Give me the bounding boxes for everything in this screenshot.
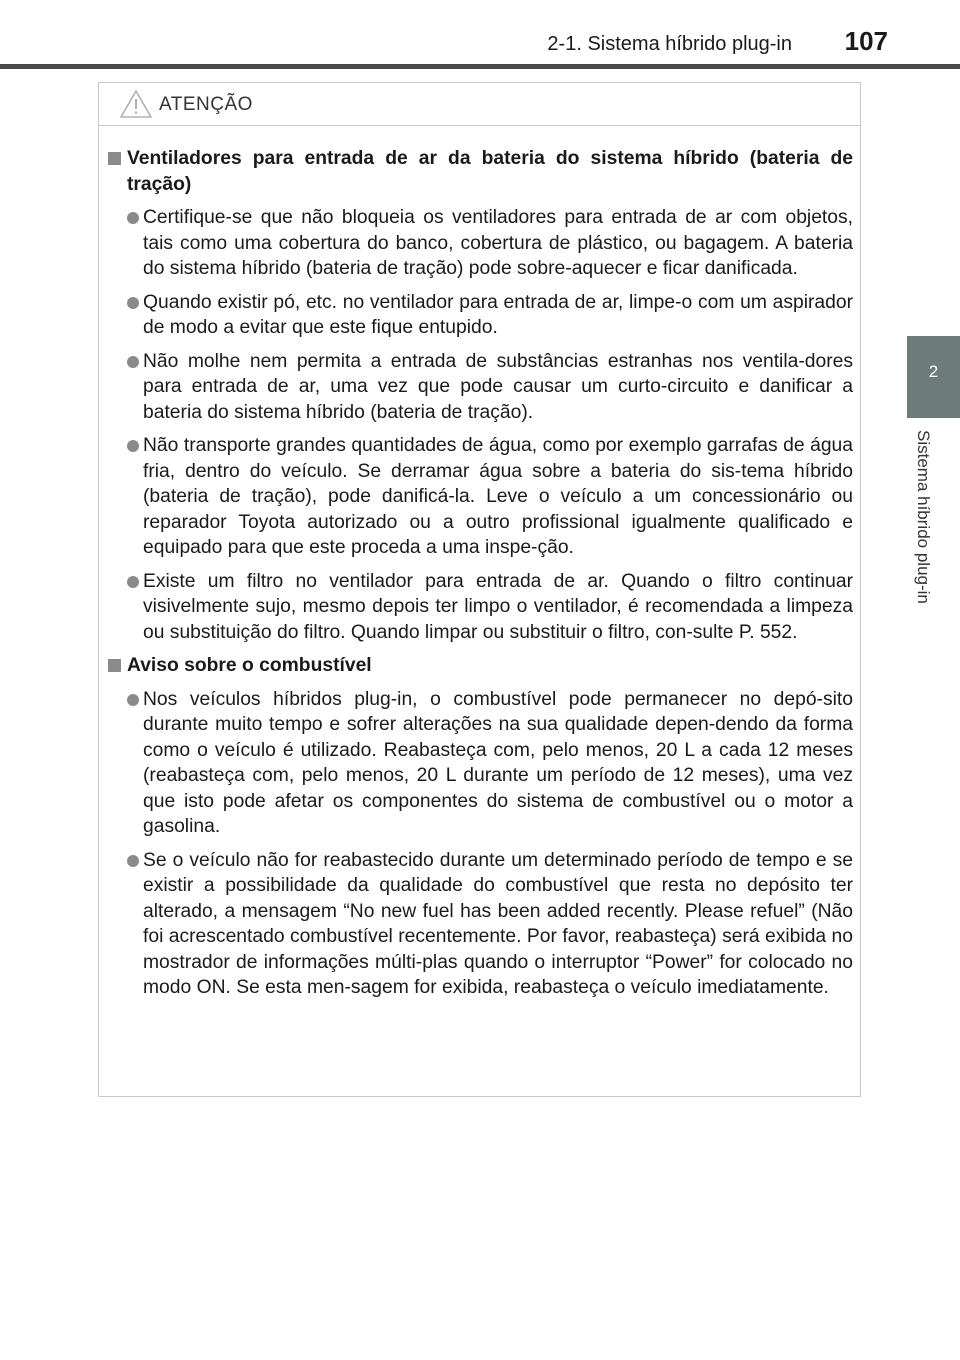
header-divider (0, 64, 960, 69)
bullet-text: Se o veículo não for reabastecido durante um determinado período de tempo e se existir a possibilidade da qualidade do combustível que resta no depósito ter alterado, a mensagem “No new fuel has been added recently. Please refuel” (Não foi acrescentado combustível recentemente. Por favor, reabasteça) será exibida no mostrador de informações múlti-plas quando o interruptor “Power” for colocado no modo ON. Se esta men-sagem for exibida, reabasteça o veículo imediatamente. (143, 849, 853, 998)
circle-bullet-icon (127, 356, 139, 368)
bullet-item (107, 569, 853, 646)
bullet-item (107, 290, 853, 341)
section-heading (107, 146, 853, 197)
section-heading-text: Aviso sobre o combustível (127, 655, 372, 676)
circle-bullet-icon (127, 855, 139, 867)
page-number: 107 (844, 26, 888, 56)
square-bullet-icon (108, 659, 121, 672)
warning-box-content (107, 146, 853, 1009)
circle-bullet-icon (127, 212, 139, 224)
warning-box-title: ATENÇÃO (159, 94, 253, 115)
warning-triangle-icon (119, 89, 153, 119)
section-heading (107, 653, 853, 679)
chapter-tab[interactable] (907, 336, 960, 418)
circle-bullet-icon (127, 297, 139, 309)
chapter-number: 2 (928, 362, 939, 381)
bullet-text: Não transporte grandes quantidades de água, como por exemplo garrafas de água fria, dentro do veículo. Se derramar água sobre a bateria do sis-tema híbrido (bateria de tração), pode danificá-la. Leve o veículo a um concessionário ou reparador Toyota autorizado ou a outro profissional igualmente qualificado e equipado para que este proceda a uma inspe-ção. (143, 435, 853, 558)
bullet-item (107, 349, 853, 426)
bullet-item (107, 848, 853, 1001)
warning-section (107, 146, 853, 645)
circle-bullet-icon (127, 694, 139, 706)
chapter-title: Sistema híbrido plug-in (914, 430, 933, 604)
circle-bullet-icon (127, 440, 139, 452)
bullet-text: Não molhe nem permita a entrada de substâncias estranhas nos ventila-dores para entrada de ar, uma vez que pode causar um curto-circuito e danificar a bateria do sistema híbrido (bateria de tração). (143, 350, 853, 423)
bullet-item (107, 433, 853, 561)
bullet-text: Existe um filtro no ventilador para entrada de ar. Quando o filtro continuar visivelmente sujo, mesmo depois ter limpo o ventilador, é recomendada a limpeza ou substituição do filtro. Quando limpar ou substituir o filtro, con-sulte P. 552. (143, 570, 853, 643)
section-title: 2-1. Sistema híbrido plug-in (547, 33, 792, 55)
bullet-text: Certifique-se que não bloqueia os ventiladores para entrada de ar com objetos, tais como uma cobertura do banco, cobertura de plástico, ou bagagem. A bateria do sistema híbrido (bateria de tração) pode sobre-aquecer e ficar danificada. (143, 207, 853, 279)
section-heading-text: Ventiladores para entrada de ar da bateria do sistema híbrido (bateria de tração) (127, 148, 853, 195)
bullet-text: Quando existir pó, etc. no ventilador para entrada de ar, limpe-o com um aspirador de modo a evitar que este fique entupido. (143, 291, 853, 338)
page-header (0, 0, 960, 62)
warning-box (98, 82, 861, 1097)
square-bullet-icon (108, 152, 121, 165)
bullet-item (107, 205, 853, 282)
warning-box-header (99, 83, 860, 126)
bullet-item (107, 687, 853, 840)
bullet-text: Nos veículos híbridos plug-in, o combustível pode permanecer no depó-sito durante muito tempo e sofrer alterações na sua qualidade depen-dendo da forma como o veículo é utilizado. Reabasteça com, pelo menos, 20 L a cada 12 meses (reabasteça com, pelo menos, 20 L durante um período de 12 meses), uma vez que isto pode afetar os componentes do sistema de combustível ou o motor a gasolina. (143, 688, 853, 837)
warning-section (107, 653, 853, 1001)
circle-bullet-icon (127, 576, 139, 588)
